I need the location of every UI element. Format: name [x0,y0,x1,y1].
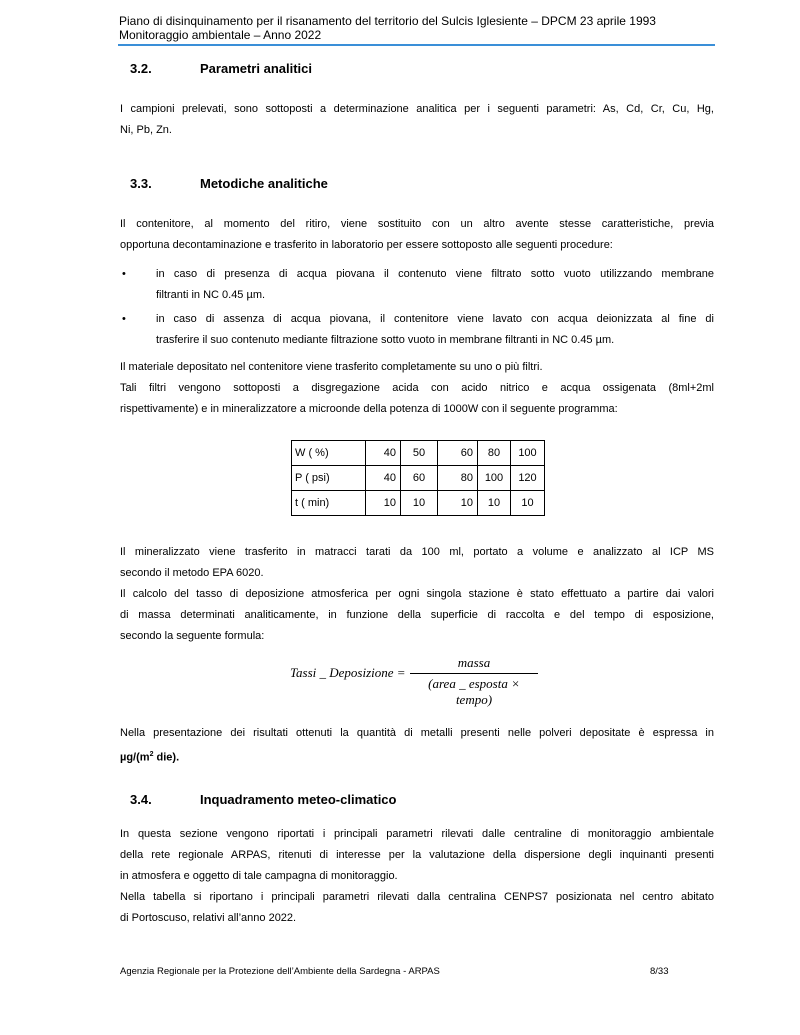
text-line: Ni, Pb, Zn. [120,124,172,136]
table-row [292,466,545,491]
text-line: Il calcolo del tasso di deposizione atmosferica per ogni singola stazione è stato effettuato a partire dai valori [120,588,714,600]
table-row [292,491,545,516]
formula-denominator: (area _ esposta × tempo) [428,676,520,707]
text-line: in caso di assenza di acqua piovana, il contenitore viene lavato con acqua deionizzata al fine di [156,313,714,325]
text-line: di Portoscuso, relativi all’anno 2022. [120,912,297,924]
paragraph-container [120,214,714,256]
paragraph-results [120,723,714,769]
section-heading-3-4 [130,792,396,807]
paragraph-meteo [120,824,714,929]
row-label: t ( min) [292,491,366,516]
text-line: Nella tabella si riportano i principali parametri rilevati dalla centralina CENPS7 posizionata nel centro abitato [120,891,714,903]
table-cell: 10 [478,491,511,516]
text-line: rispettivamente) e in mineralizzatore a microonde della potenza di 1000W con il seguente programma: [120,403,618,415]
table-cell: 100 [478,466,511,491]
table-cell: 120 [511,466,545,491]
text-line: di massa determinati analiticamente, in funzione della superficie di raccolta e del tempo di esposizione, [120,609,714,621]
table-cell: 60 [401,466,438,491]
table-cell: 50 [401,441,438,466]
section-title: Metodiche analitiche [200,176,328,191]
text-line: Il materiale depositato nel contenitore viene trasferito completamente su uno o più filtri. [120,361,543,373]
bullet-icon: • [122,313,126,325]
text-line: Nella presentazione dei risultati ottenuti la quantità di metalli presenti nelle polveri depositate è espressa in [120,727,714,739]
table-cell: 10 [511,491,545,516]
page-number: 8/33 [650,966,669,977]
table-cell: 40 [366,441,401,466]
table-cell: 60 [438,441,478,466]
formula-numerator: massa [457,655,491,670]
section-number: 3.2. [130,61,152,76]
text-line: della rete regionale ARPAS, ritenuti di interesse per la valutazione della dispersione degli inquinanti presenti [120,849,714,861]
paragraph-filters [120,357,714,420]
section-heading-3-2 [130,61,312,76]
section-heading-3-3 [130,176,328,191]
table-cell: 10 [366,491,401,516]
table-cell: 100 [511,441,545,466]
formula-lhs: Tassi _ Deposizione = [290,665,406,680]
text-line: I campioni prelevati, sono sottoposti a determinazione analitica per i seguenti parametri: As, Cd, Cr, Cu, Hg, [120,103,714,115]
formula-fraction [410,655,538,708]
header-subtitle: Monitoraggio ambientale – Anno 2022 [119,28,322,42]
bullet-icon: • [122,268,126,280]
text-line: In questa sezione vengono riportati i principali parametri rilevati dalle centraline di monitoraggio ambientale [120,828,714,840]
row-label: W ( %) [292,441,366,466]
section-title: Inquadramento meteo-climatico [200,792,397,807]
table-cell: 10 [438,491,478,516]
text-line: in caso di presenza di acqua piovana il contenuto viene filtrato sotto vuoto utilizzando membrane [156,268,714,280]
footer-agency: Agenzia Regionale per la Protezione dell’Ambiente della Sardegna - ARPAS [120,966,440,977]
text-line: opportuna decontaminazione e trasferito in laboratorio per essere sottoposto alle seguenti procedure: [120,239,613,251]
text-line: secondo la seguente formula: [120,630,265,642]
table-cell: 10 [401,491,438,516]
text-line: Tali filtri vengono sottoposti a disgregazione acida con acido nitrico e acqua ossigenata (8ml+2ml [120,382,714,394]
page-header [119,14,713,42]
table-row [292,441,545,466]
table-cell: 80 [478,441,511,466]
header-title: Piano di disinquinamento per il risanamento del territorio del Sulcis Iglesiente – DPCM 23 aprile 1993 [119,14,656,28]
table-cell: 80 [438,466,478,491]
paragraph-mineralization [120,542,714,647]
unit-part: µg/(m [120,751,150,764]
text-line: trasferire il suo contenuto mediante filtrazione sotto vuoto in membrane filtranti in NC 0.45 µm. [156,334,615,346]
text-line: in atmosfera e oggetto di tale campagna di monitoraggio. [120,870,398,882]
unit-part: die). [153,751,180,764]
section-number: 3.3. [130,176,152,191]
text-line: filtranti in NC 0.45 µm. [156,289,266,301]
microwave-program-table [291,440,545,516]
row-label: P ( psi) [292,466,366,491]
unit-text [120,744,714,769]
unit-exponent: 2 [149,751,154,758]
fraction-bar [410,673,538,674]
paragraph-parameters [120,99,714,141]
text-line: secondo il metodo EPA 6020. [120,567,264,579]
table-cell: 40 [366,466,401,491]
section-title: Parametri analitici [200,61,312,76]
header-divider [118,44,715,46]
text-line: Il contenitore, al momento del ritiro, viene sostituito con un altro avente stesse caratteristiche, previa [120,218,714,230]
section-number: 3.4. [130,792,152,807]
text-line: Il mineralizzato viene trasferito in matracci tarati da 100 ml, portato a volume e analizzato al ICP MS [120,546,714,558]
